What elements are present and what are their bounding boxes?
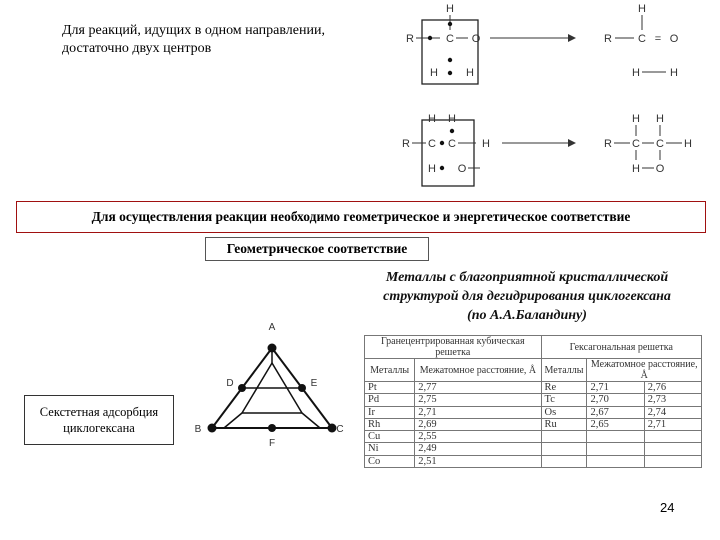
s2-r: R [402, 138, 410, 150]
atom-a [268, 344, 277, 353]
atom-f [268, 424, 276, 432]
sextet-triangle-diagram [190, 318, 360, 453]
s1-r: R [406, 33, 414, 45]
s1-p-h-top: H [638, 3, 646, 15]
requirement-box: Для осуществления реакции необходимо геометрическое и энергетическое соответствие [16, 201, 706, 233]
s2-c2: C [448, 138, 456, 150]
intro-text [62, 22, 325, 58]
s1-p-c: C [638, 33, 646, 45]
table-row: Ir 2,71 Os 2,67 2,74 [365, 406, 702, 418]
s2-p-h-end: H [684, 138, 692, 150]
sextet-line-1: Секстетная адсорбция [39, 405, 159, 419]
s2-h-end: H [482, 138, 490, 150]
s1-p-o: O [669, 33, 679, 45]
table-row: Pt 2,77 Re 2,71 2,76 [365, 382, 702, 394]
s2-p-hb: H [656, 113, 664, 125]
table-row: Co 2,51 [365, 455, 702, 467]
metals-title-line-1: Металлы с благоприятной кристаллической [385, 270, 669, 285]
s2-o: O [457, 163, 467, 175]
label-b: B [194, 424, 202, 435]
s1-p-h-right: H [670, 67, 678, 79]
s1-p-r: R [604, 33, 612, 45]
col-metals-fcc: Металлы [365, 359, 415, 382]
table-row: Ni 2,49 [365, 443, 702, 455]
s2-p-r: R [604, 138, 612, 150]
col-distance-hex: Межатомное расстояние, Å [587, 359, 702, 382]
page-number: 24 [660, 500, 675, 515]
s1-h-right: H [466, 67, 474, 79]
label-d: D [226, 378, 234, 389]
metals-title-line-3: (по А.А.Баландину) [467, 308, 587, 323]
s2-p-o: O [655, 163, 665, 175]
s2-p-c2: C [656, 138, 664, 150]
sextet-adsorption-box [24, 395, 174, 445]
atom-e [298, 384, 306, 392]
s1-h-left: H [430, 67, 438, 79]
table-row: Pd 2,75 Tc 2,70 2,73 [365, 394, 702, 406]
atom-d [238, 384, 246, 392]
active-center-box-2 [422, 120, 474, 186]
s1-c: C [446, 33, 454, 45]
s1-p-eq: = [654, 33, 662, 45]
s1-o: O [471, 33, 481, 45]
metals-title [368, 268, 686, 325]
intro-line-1: Для реакций, идущих в одном направлении, [62, 23, 325, 38]
table-row: Cu 2,55 [365, 431, 702, 443]
label-a: A [268, 322, 276, 333]
sextet-line-2: циклогексана [63, 421, 135, 435]
label-c: C [336, 424, 344, 435]
s2-hb: H [448, 113, 456, 125]
col-distance-fcc: Межатомное расстояние, Å [415, 359, 541, 382]
s2-p-c1: C [632, 138, 640, 150]
s2-p-ha: H [632, 113, 640, 125]
table-row: Rh 2,69 Ru 2,65 2,71 [365, 418, 702, 430]
s2-ha: H [428, 113, 436, 125]
col-metals-hex: Металлы [541, 359, 587, 382]
reaction-schemes [390, 0, 710, 195]
atom-c [328, 424, 337, 433]
atom-b [208, 424, 217, 433]
s2-p-hc: H [632, 163, 640, 175]
metals-table [364, 335, 702, 468]
s2-hc: H [428, 163, 436, 175]
s2-c1: C [428, 138, 436, 150]
label-e: E [310, 378, 318, 389]
s1-p-h-left: H [632, 67, 640, 79]
group-hex-header: Гексагональная решетка [541, 336, 701, 359]
metals-title-line-2: структурой для дегидрирования циклогексана [383, 289, 671, 304]
geometric-heading: Геометрическое соответствие [205, 237, 429, 261]
intro-line-2: достаточно двух центров [62, 41, 212, 56]
s1-h-top: H [446, 3, 454, 15]
label-f: F [268, 438, 276, 449]
group-fcc-header: Гранецентрированная кубическая решетка [365, 336, 542, 359]
